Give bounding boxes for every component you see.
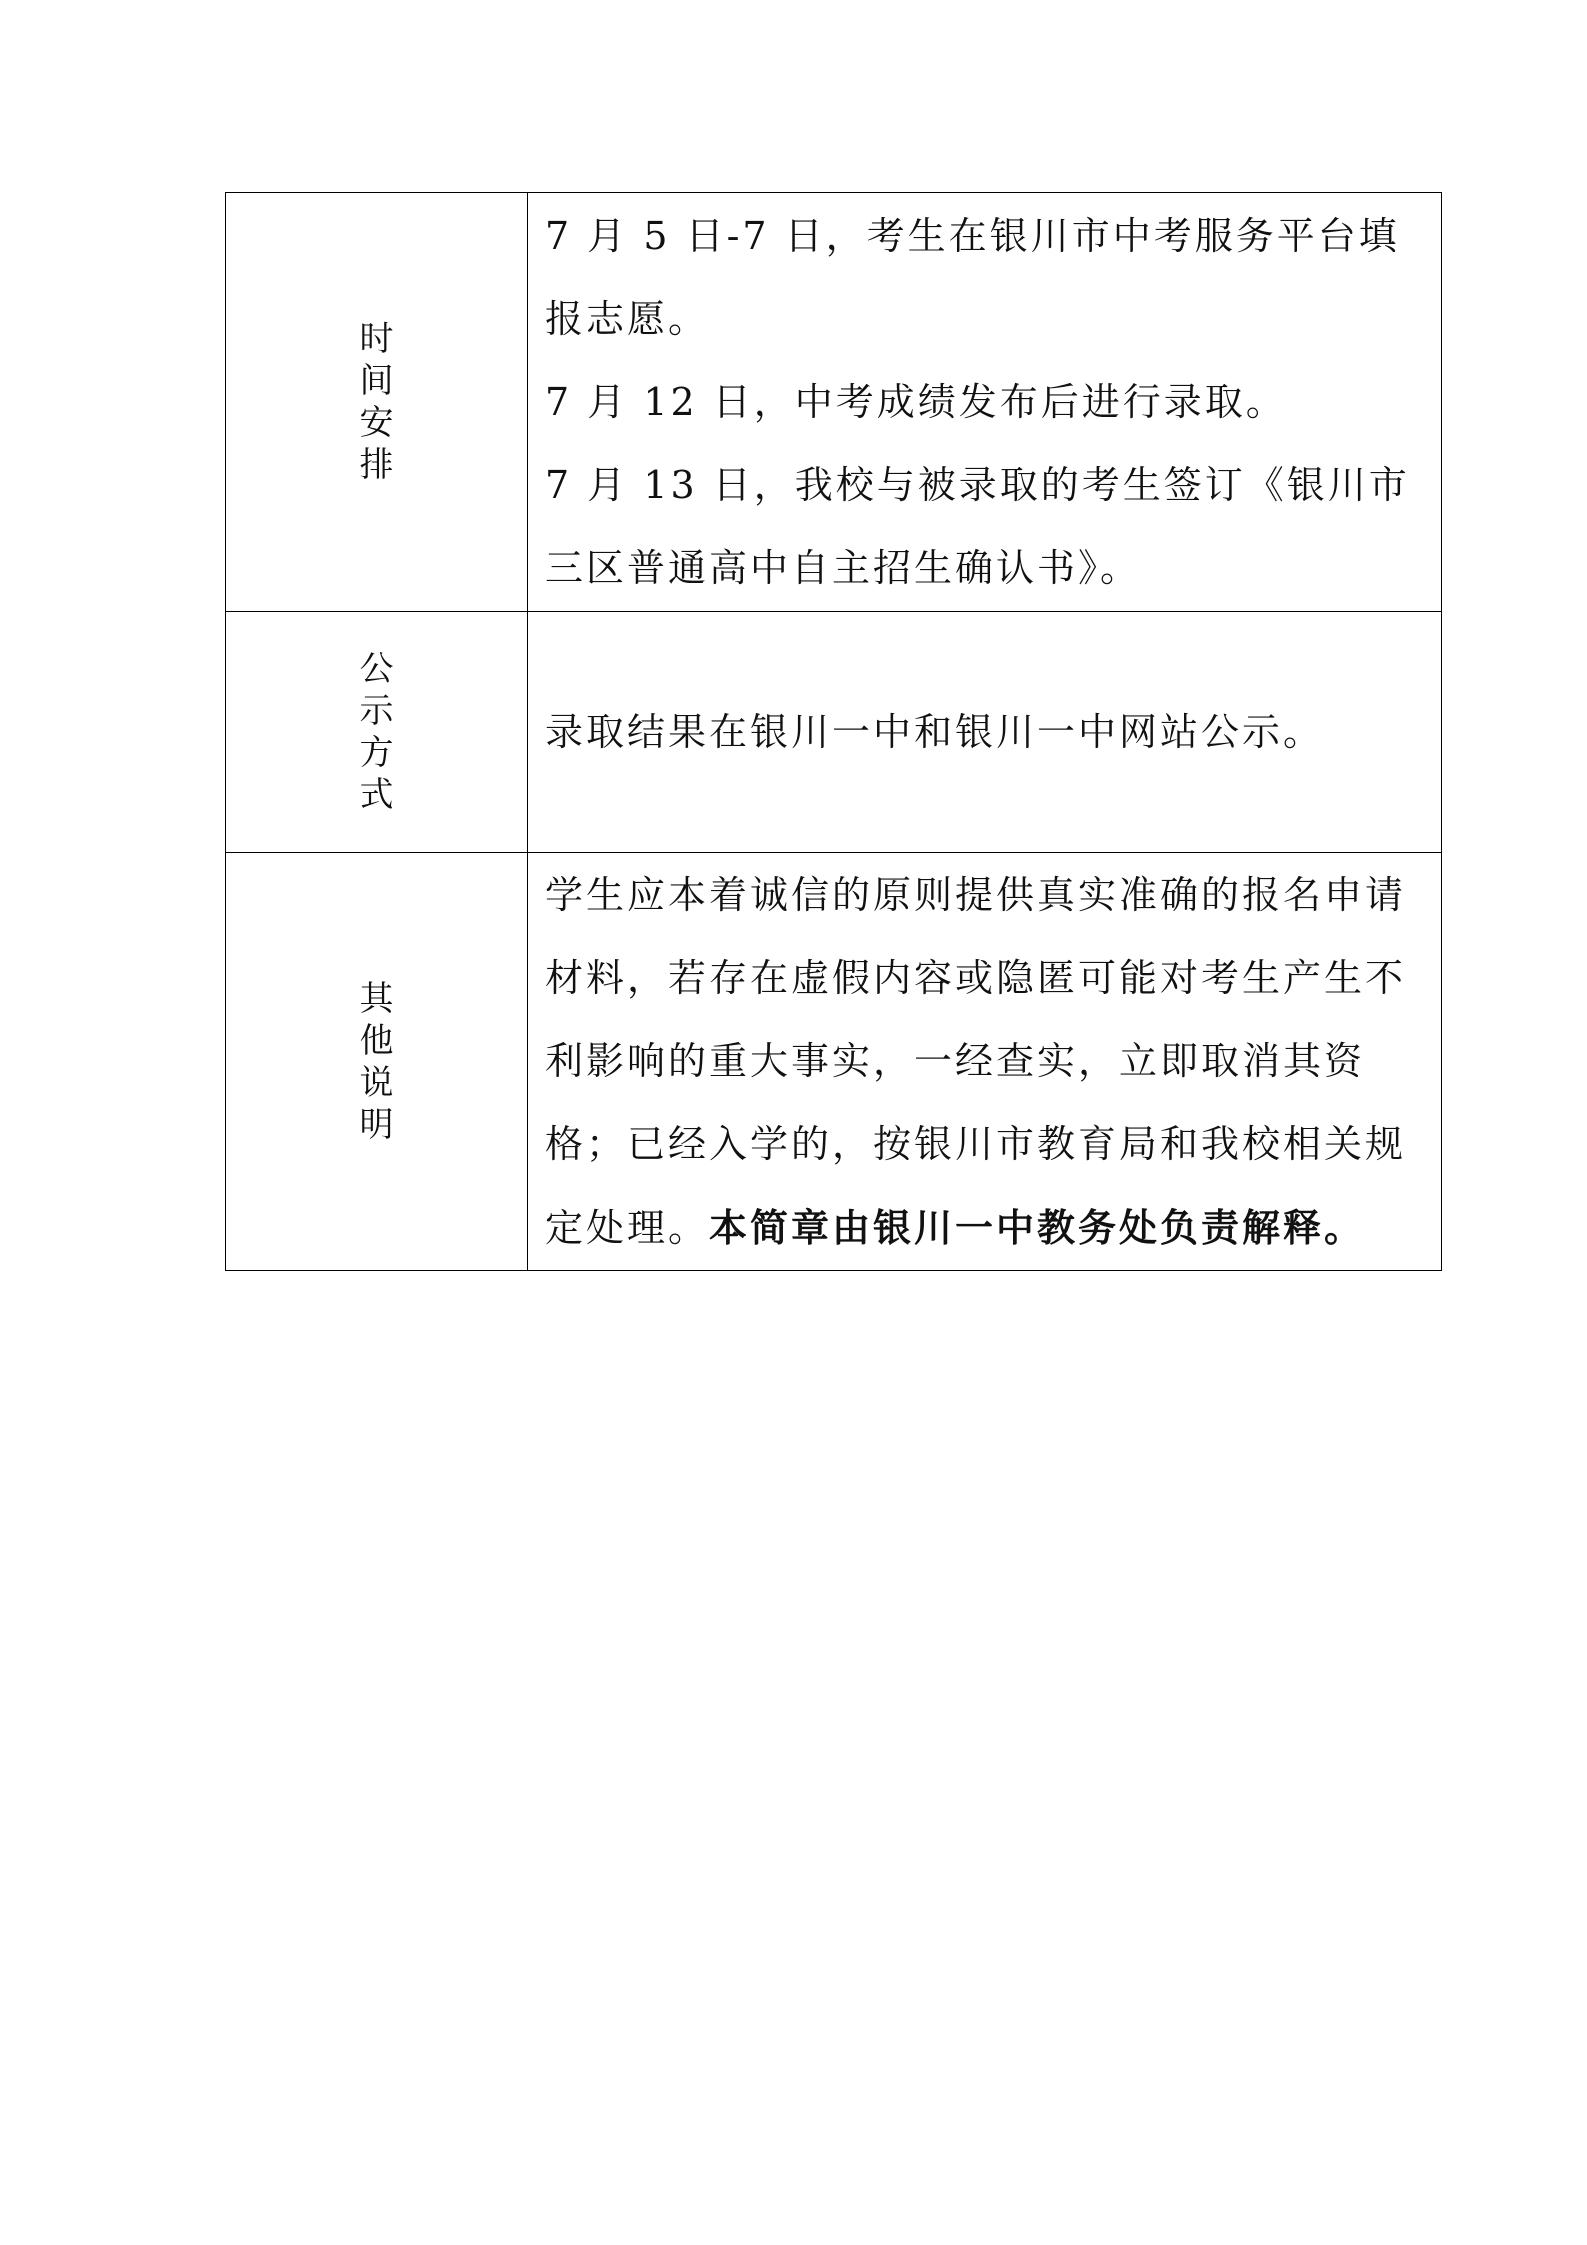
publicity-content-cell xyxy=(528,612,1442,853)
table-row-publicity xyxy=(226,612,1442,853)
schedule-item-2: 7 月 12 日，中考成绩发布后进行录取。 xyxy=(545,379,1287,424)
publicity-label-cell xyxy=(226,612,528,853)
other-text-regular: 学生应本着诚信的原则提供真实准确的报名申请材料，若存在虚假内容或隐匿可能对考生产生不利影响的重大事实，一经查实，立即取消其资格；已经入学的，按银川市教育局和我校相关规定处理。 xyxy=(545,872,1407,1250)
other-text-bold: 本简章由银川一中教务处负责解释。 xyxy=(709,1204,1366,1250)
table-row-other xyxy=(226,853,1442,1271)
table-row-schedule xyxy=(226,193,1442,612)
other-label-cell xyxy=(226,853,528,1271)
publicity-text: 录取结果在银川一中和银川一中网站公示。 xyxy=(545,709,1325,754)
schedule-label: 时间安排 xyxy=(359,319,394,485)
other-label: 其他说明 xyxy=(359,978,394,1145)
schedule-content-cell xyxy=(528,193,1442,612)
publicity-label: 公示方式 xyxy=(359,649,394,815)
schedule-item-3: 7 月 13 日，我校与被录取的考生签订《银川市三区普通高中自主招生确认书》。 xyxy=(545,462,1410,590)
schedule-label-cell xyxy=(226,193,528,612)
schedule-item-1: 7 月 5 日-7 日，考生在银川市中考服务平台填报志愿。 xyxy=(545,213,1400,341)
info-table xyxy=(225,192,1442,1271)
other-content-cell xyxy=(528,853,1442,1271)
other-text xyxy=(545,854,1427,1270)
